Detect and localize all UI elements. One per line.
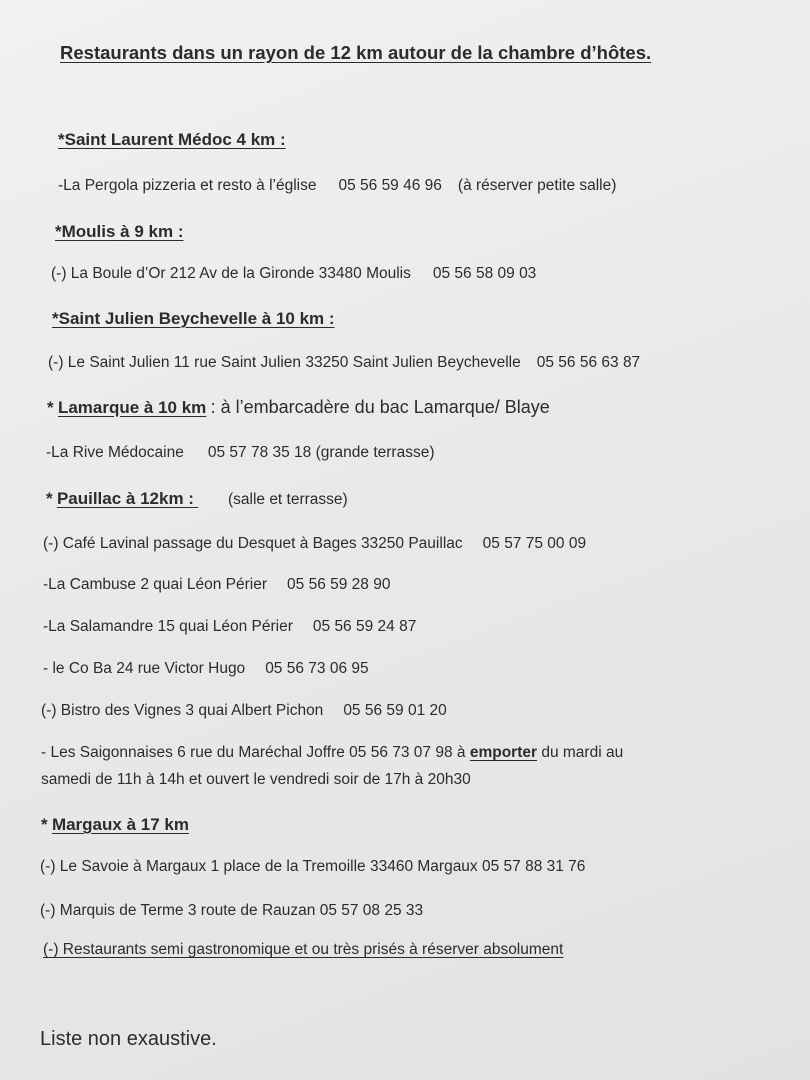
entry-phone: 05 56 73 06 95: [265, 660, 369, 677]
page-title: Restaurants dans un rayon de 12 km autour de la chambre d’hôtes.: [60, 42, 652, 63]
entry-name: -La Rive Médocaine: [46, 444, 184, 461]
heading-star: *: [47, 398, 54, 417]
heading-detail: : à l’embarcadère du bac Lamarque/ Blaye: [210, 397, 550, 417]
entry-name: - le Co Ba 24 rue Victor Hugo: [43, 660, 246, 677]
entry-text-cont: du mardi au: [537, 744, 624, 761]
heading-detail: (salle et terrasse): [227, 491, 348, 508]
entry-phone: 05 56 59 46 96: [338, 177, 442, 194]
entry-les-saigonnaises: [41, 744, 623, 762]
entry-marquis-de-terme: (-) Marquis de Terme 3 route de Rauzan 05 57 08 25 33: [40, 902, 424, 919]
entry-les-saigonnaises-hours: samedi de 11h à 14h et ouvert le vendredi soir de 17h à 20h30: [41, 771, 471, 788]
entry-le-savoie: (-) Le Savoie à Margaux 1 place de la Tremoille 33460 Margaux 05 57 88 31 76: [40, 858, 586, 875]
entry-la-salamandre: [43, 618, 416, 636]
entry-name: -La Cambuse 2 quai Léon Périer: [43, 576, 268, 593]
entry-phone: 05 56 58 09 03: [432, 265, 537, 282]
entry-phone: 05 56 59 01 20: [343, 702, 447, 719]
entry-phone: 05 56 56 63 87: [536, 354, 641, 371]
entry-emphasis: emporter: [469, 744, 538, 761]
entry-name: (-) Café Lavinal passage du Desquet à Bages 33250 Pauillac: [43, 535, 463, 552]
entry-la-pergola: [58, 177, 616, 195]
heading-text: Lamarque à 10 km: [57, 398, 207, 417]
entry-phone: 05 57 75 00 09: [482, 535, 587, 552]
section-heading-saint-laurent: *Saint Laurent Médoc 4 km :: [58, 130, 286, 149]
section-heading-moulis: *Moulis à 9 km :: [55, 222, 184, 241]
entry-text: - Les Saigonnaises 6 rue du Maréchal Joffre 05 56 73 07 98 à: [41, 744, 470, 761]
entry-le-saint-julien: [48, 354, 640, 372]
entry-phone: 05 57 78 35 18 (grande terrasse): [207, 444, 435, 461]
entry-name: (-) La Boule d’Or 212 Av de la Gironde 33480 Moulis: [51, 265, 411, 282]
section-heading-pauillac: [46, 489, 348, 509]
heading-star: *: [46, 489, 53, 508]
heading-star: *: [41, 815, 48, 834]
section-heading-margaux: [41, 815, 189, 835]
entry-la-cambuse: [43, 576, 390, 594]
entry-bistro-des-vignes: [41, 702, 447, 720]
entry-phone: 05 56 59 24 87: [312, 618, 417, 635]
entry-cafe-lavinal: [43, 535, 586, 553]
heading-text: Margaux à 17 km: [51, 815, 189, 834]
entry-note: (à réserver petite salle): [457, 177, 617, 194]
entry-phone: 05 56 59 28 90: [287, 576, 391, 593]
entry-name: -La Pergola pizzeria et resto à l’église: [58, 177, 317, 194]
footer-note: Liste non exaustive.: [40, 1028, 217, 1050]
entry-la-boule-dor: [51, 265, 536, 283]
legend-note: (-) Restaurants semi gastronomique et ou très prisés à réserver absolument: [43, 941, 564, 958]
entry-la-rive-medocaine: [46, 444, 434, 462]
heading-text: Pauillac à 12km :: [56, 489, 194, 508]
entry-name: (-) Le Saint Julien 11 rue Saint Julien 33250 Saint Julien Beychevelle: [48, 354, 521, 371]
section-heading-lamarque: [47, 397, 550, 418]
section-heading-saint-julien: *Saint Julien Beychevelle à 10 km :: [52, 309, 335, 328]
entry-name: -La Salamandre 15 quai Léon Périer: [43, 618, 293, 635]
entry-name: (-) Bistro des Vignes 3 quai Albert Pichon: [41, 702, 324, 719]
entry-le-co-ba: [43, 660, 369, 678]
